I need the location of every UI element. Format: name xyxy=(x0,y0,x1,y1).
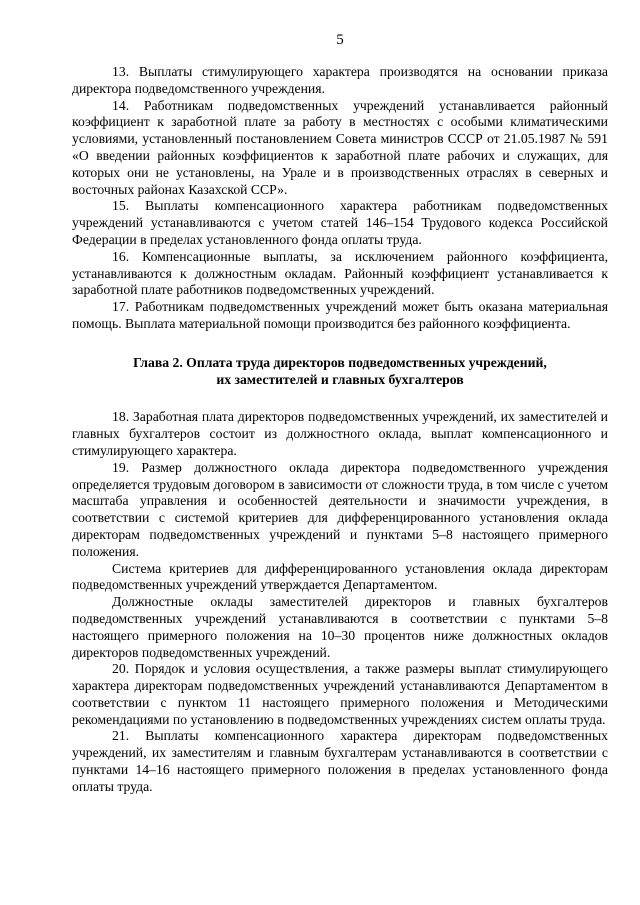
paragraph-21: 21. Выплаты компенсационного характера директорам подведомственных учреждений, их заместителям и главным бухгалтерам устанавливаются в соответствии с пунктами 14–16 настоящего примерного положения в пределах установленного фонда оплаты труда. xyxy=(72,728,608,794)
paragraph-15: 15. Выплаты компенсационного характера работникам подведомственных учреждений устанавливаются с учетом статей 146–154 Трудового кодекса Российской Федерации в пределах установленного фонда оплаты труда. xyxy=(72,198,608,247)
paragraph-20: 20. Порядок и условия осуществления, а также размеры выплат стимулирующего характера директорам подведомственных учреждений устанавливаются Департаментом в соответствии с пунктом 11 настоящего примерного положения и Методическими рекомендациями по установлению в подведомственных учреждениях систем оплаты труда. xyxy=(72,661,608,727)
document-page xyxy=(72,0,608,905)
paragraph-19: 19. Размер должностного оклада директора подведомственного учреждения определяется трудовым договором в зависимости от сложности труда, в том числе с учетом масштаба управления и особенностей деятельности и значимости учреждения, в соответствии с системой критериев для дифференцированного установления оклада директорам подведомственных учреждений и пунктами 5–8 настоящего примерного положения. xyxy=(72,459,608,559)
paragraph-17: 17. Работникам подведомственных учреждений может быть оказана материальная помощь. Выплата материальной помощи производится без районного коэффициента. xyxy=(72,299,608,331)
paragraph-criteria-system: Система критериев для дифференцированного установления оклада директорам подведомственных учреждений утверждается Департаментом. xyxy=(72,560,608,593)
paragraph-14: 14. Работникам подведомственных учреждений устанавливается районный коэффициент к заработной плате за работу в местностях с особыми климатическими условиями, установленный постановлением Совета министров СССР от 21.05.1987 № 591 «О введении районных коэффициентов к заработной плате рабочих и служащих, для которых они не установлены, на Урале и в производственных отраслях в северных и восточных районах Казахской ССР». xyxy=(72,97,608,197)
chapter-heading xyxy=(72,355,608,389)
document-body xyxy=(72,64,608,796)
chapter-title-line-1: Глава 2. Оплата труда директоров подведомственных учреждений, xyxy=(133,354,547,370)
page-number: 5 xyxy=(336,32,344,48)
paragraph-13: 13. Выплаты стимулирующего характера производятся на основании приказа директора подведомственного учреждения. xyxy=(72,64,608,96)
chapter-title-line-2: их заместителей и главных бухгалтеров xyxy=(216,371,464,387)
paragraph-deputy-salaries: Должностные оклады заместителей директоров и главных бухгалтеров подведомственных учреждений устанавливаются в соответствии с пунктами 5–8 настоящего примерного положения на 10–30 процентов ниже должностных окладов директоров подведомственных учреждений. xyxy=(72,594,608,660)
paragraph-16: 16. Компенсационные выплаты, за исключением районного коэффициента, устанавливаются к должностным окладам. Районный коэффициент устанавливается к заработной плате работников подведомственных учреждений. xyxy=(72,248,608,298)
paragraph-18: 18. Заработная плата директоров подведомственных учреждений, их заместителей и главных бухгалтеров состоит из должностного оклада, выплат компенсационного и стимулирующего характера. xyxy=(72,409,608,458)
